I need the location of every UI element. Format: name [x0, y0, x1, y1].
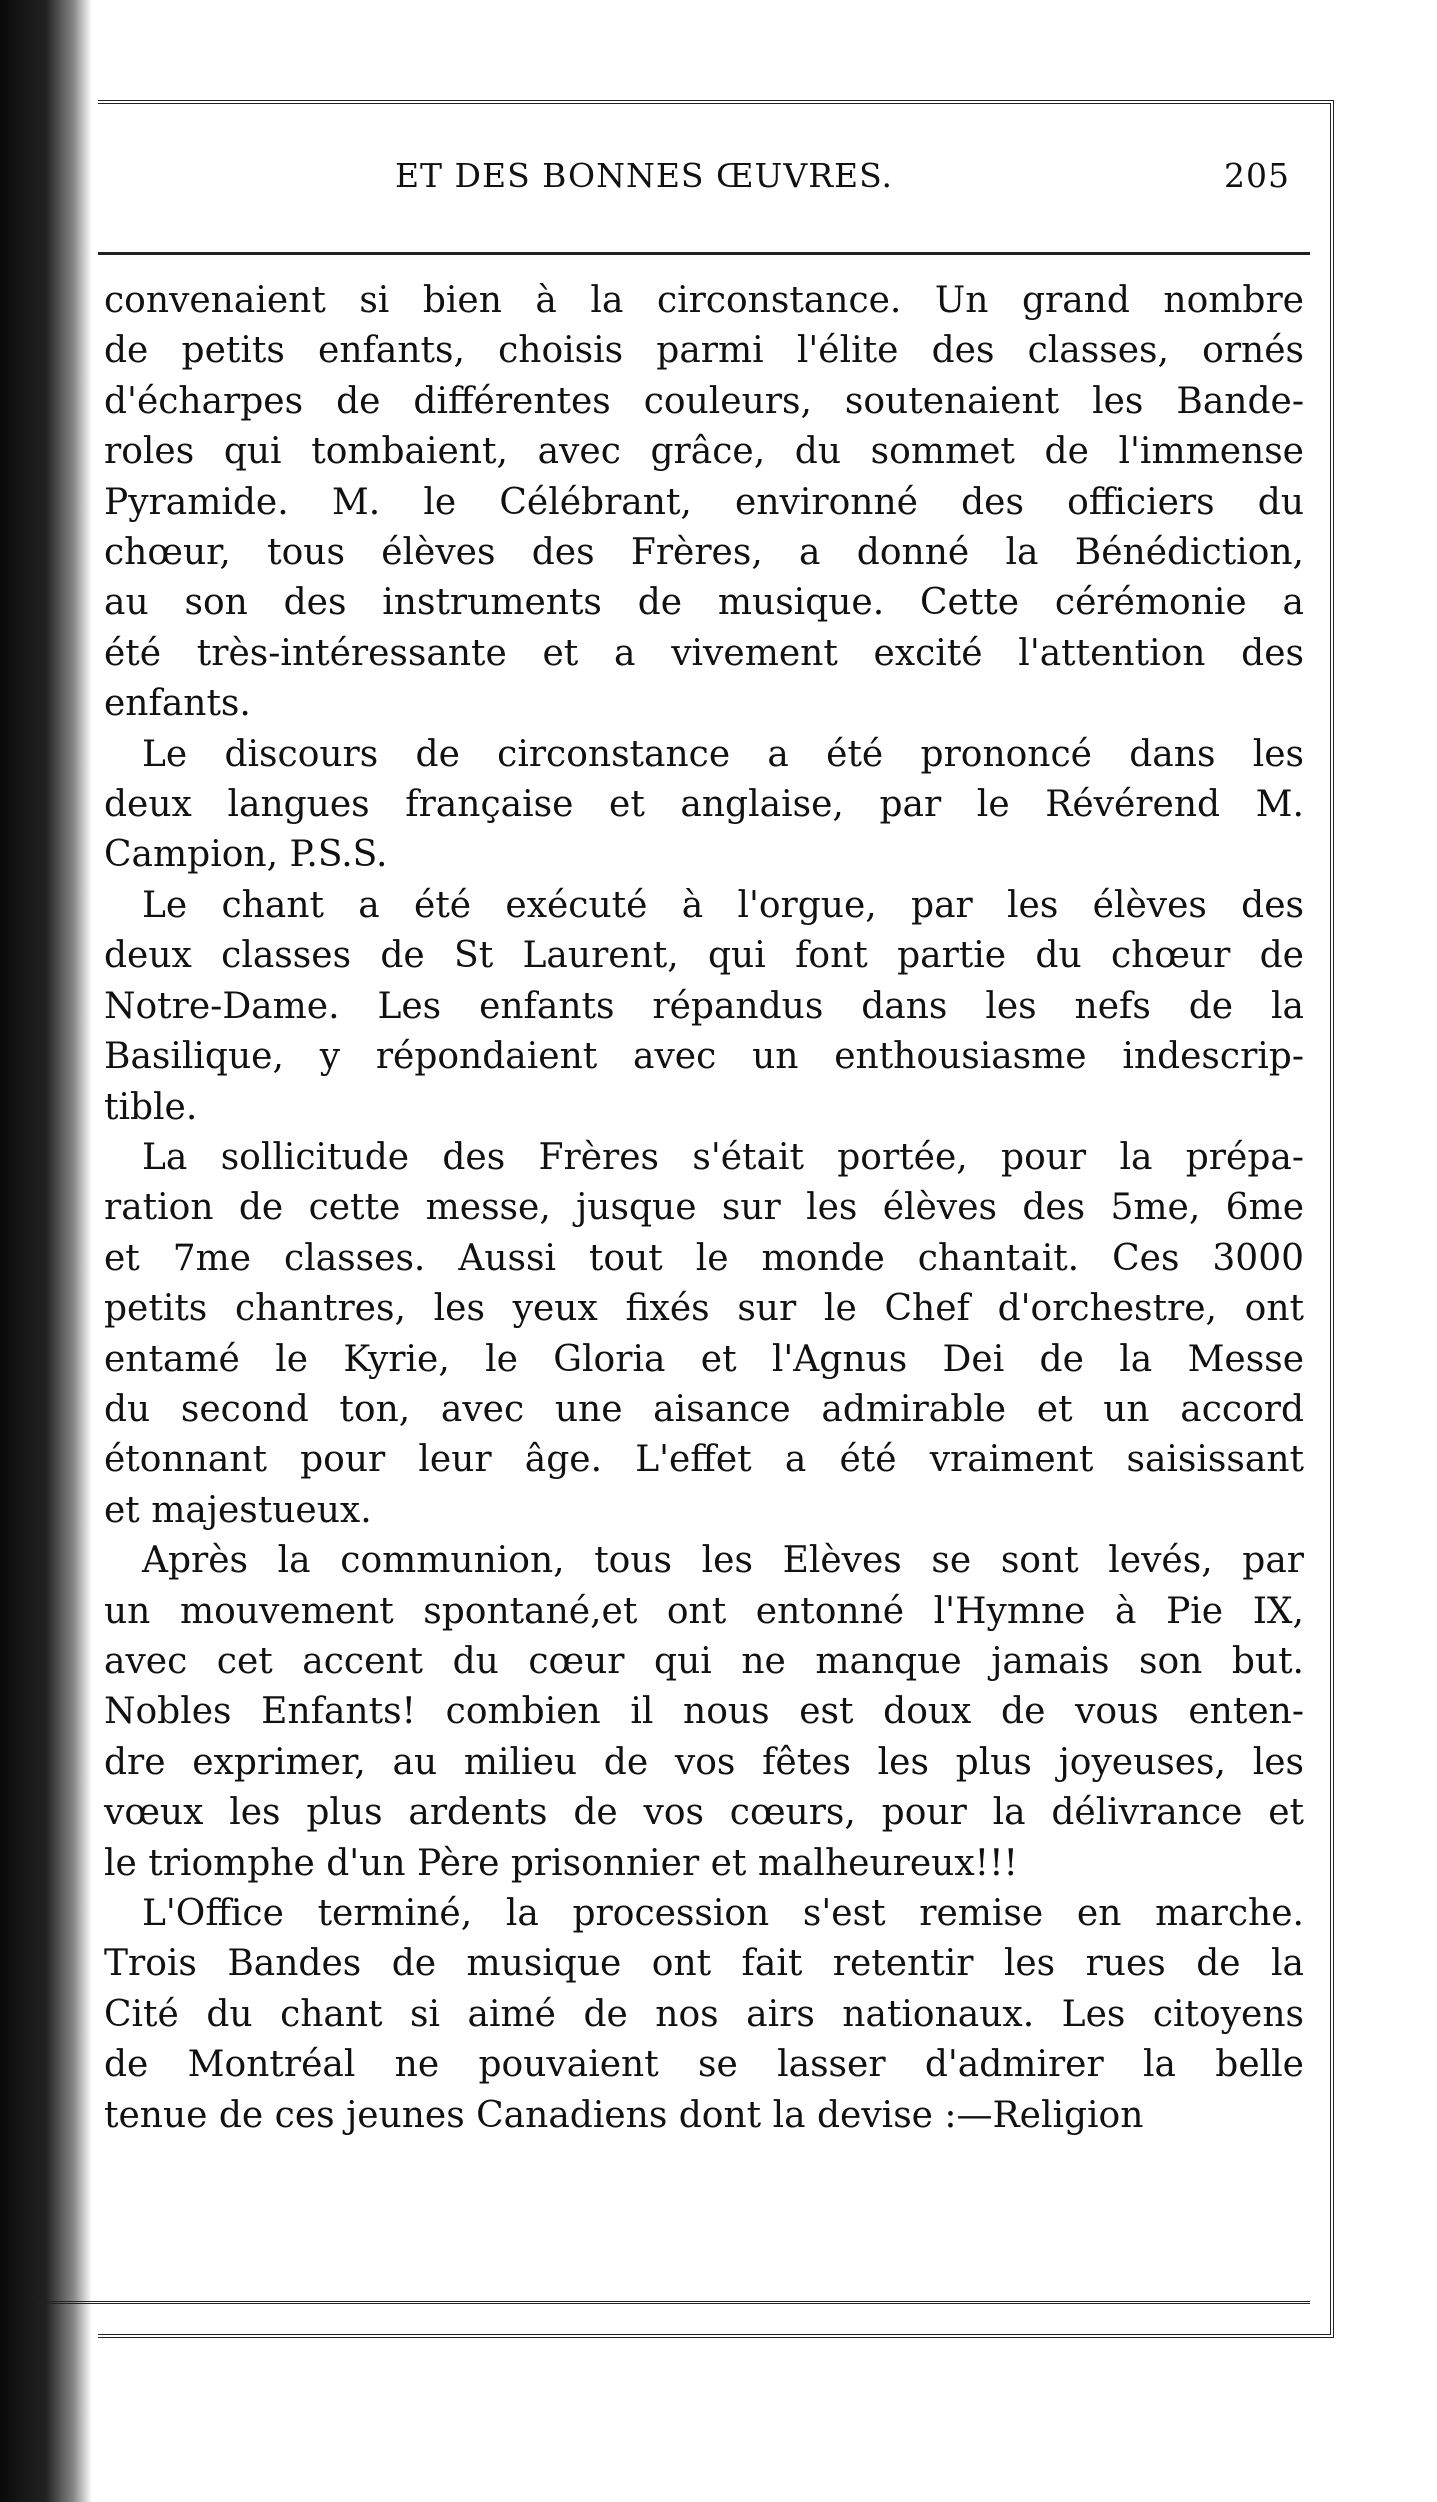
running-title: ET DES BONNES ŒUVRES. — [394, 156, 894, 195]
paragraph — [104, 1889, 1304, 2141]
paragraph — [104, 881, 1304, 1133]
text-line: de petits enfants, choisis parmi l'élite des classes, ornés — [104, 330, 1304, 372]
text-line: chœur, tous élèves des Frères, a donné la Bénédiction, — [104, 532, 1304, 574]
text-line: du second ton, avec une aisance admirable et un accord — [104, 1388, 1304, 1430]
text-line: un mouvement spontané,et ont entonné l'Hymne à Pie IX, — [104, 1590, 1304, 1632]
text-line: entamé le Kyrie, le Gloria et l'Agnus Dei de la Messe — [104, 1338, 1304, 1380]
paragraph — [104, 1536, 1304, 1889]
text-line: L'Office terminé, la procession s'est remise en marche. — [142, 1893, 1304, 1934]
text-line: de Montréal ne pouvaient se lasser d'admirer la belle — [104, 2044, 1304, 2086]
text-line: Notre-Dame. Les enfants répandus dans les nefs de la — [104, 985, 1304, 1027]
book-page — [98, 100, 1334, 2338]
text-line: roles qui tombaient, avec grâce, du sommet de l'immense — [104, 431, 1304, 473]
text-line: Cité du chant si aimé de nos airs nationaux. Les citoyens — [104, 1993, 1304, 2035]
text-line: au son des instruments de musique. Cette cérémonie a — [104, 582, 1304, 624]
text-line: dre exprimer, au milieu de vos fêtes les plus joyeuses, les — [104, 1741, 1304, 1783]
text-line: et majestueux. — [104, 1489, 372, 1531]
paragraph — [104, 276, 1304, 730]
text-line: vœux les plus ardents de vos cœurs, pour la délivrance et — [104, 1792, 1304, 1834]
text-line: ration de cette messe, jusque sur les élèves des 5me, 6me — [104, 1187, 1304, 1229]
text-line: Après la communion, tous les Elèves se sont levés, par — [142, 1540, 1304, 1582]
footer-rule — [38, 2301, 1310, 2304]
text-line: petits chantres, les yeux fixés sur le Chef d'orchestre, ont — [104, 1288, 1304, 1330]
header-rule — [98, 252, 1310, 255]
text-line: Le chant a été exécuté à l'orgue, par les élèves des — [142, 884, 1304, 926]
text-line: convenaient si bien à la circonstance. Un grand nombre — [104, 280, 1304, 321]
text-line: deux classes de St Laurent, qui font partie du chœur de — [104, 935, 1304, 977]
text-line: été très-intéressante et a vivement excité l'attention des — [104, 632, 1304, 674]
text-line: Pyramide. M. le Célébrant, environné des officiers du — [104, 481, 1304, 523]
text-line: Nobles Enfants! combien il nous est doux de vous enten- — [104, 1691, 1304, 1733]
text-line: Basilique, y répondaient avec un enthousiasme indescrip- — [104, 1036, 1304, 1078]
paragraph — [104, 1133, 1304, 1536]
page-number: 205 — [1224, 156, 1290, 195]
text-line: tenue de ces jeunes Canadiens dont la devise :—Religion — [104, 2094, 1144, 2136]
text-line: enfants. — [104, 683, 251, 725]
text-line: et 7me classes. Aussi tout le monde chantait. Ces 3000 — [104, 1237, 1304, 1279]
text-line: avec cet accent du cœur qui ne manque jamais son but. — [104, 1640, 1304, 1682]
text-line: tible. — [104, 1086, 198, 1128]
text-line: étonnant pour leur âge. L'effet a été vraiment saisissant — [104, 1439, 1304, 1481]
text-line: deux langues française et anglaise, par le Révérend M. — [104, 784, 1304, 826]
text-line: La sollicitude des Frères s'était portée, pour la prépa- — [142, 1136, 1304, 1178]
book-binding-shadow — [0, 0, 92, 2502]
body-text — [104, 276, 1304, 2141]
text-line: Le discours de circonstance a été prononcé dans les — [142, 733, 1304, 775]
text-line: le triomphe d'un Père prisonnier et malheureux!!! — [104, 1842, 1019, 1884]
paragraph — [104, 730, 1304, 881]
running-head — [118, 156, 1290, 216]
text-line: d'écharpes de différentes couleurs, soutenaient les Bande- — [104, 380, 1304, 422]
text-line: Campion, P.S.S. — [104, 834, 388, 876]
text-line: Trois Bandes de musique ont fait retentir les rues de la — [104, 1943, 1304, 1985]
